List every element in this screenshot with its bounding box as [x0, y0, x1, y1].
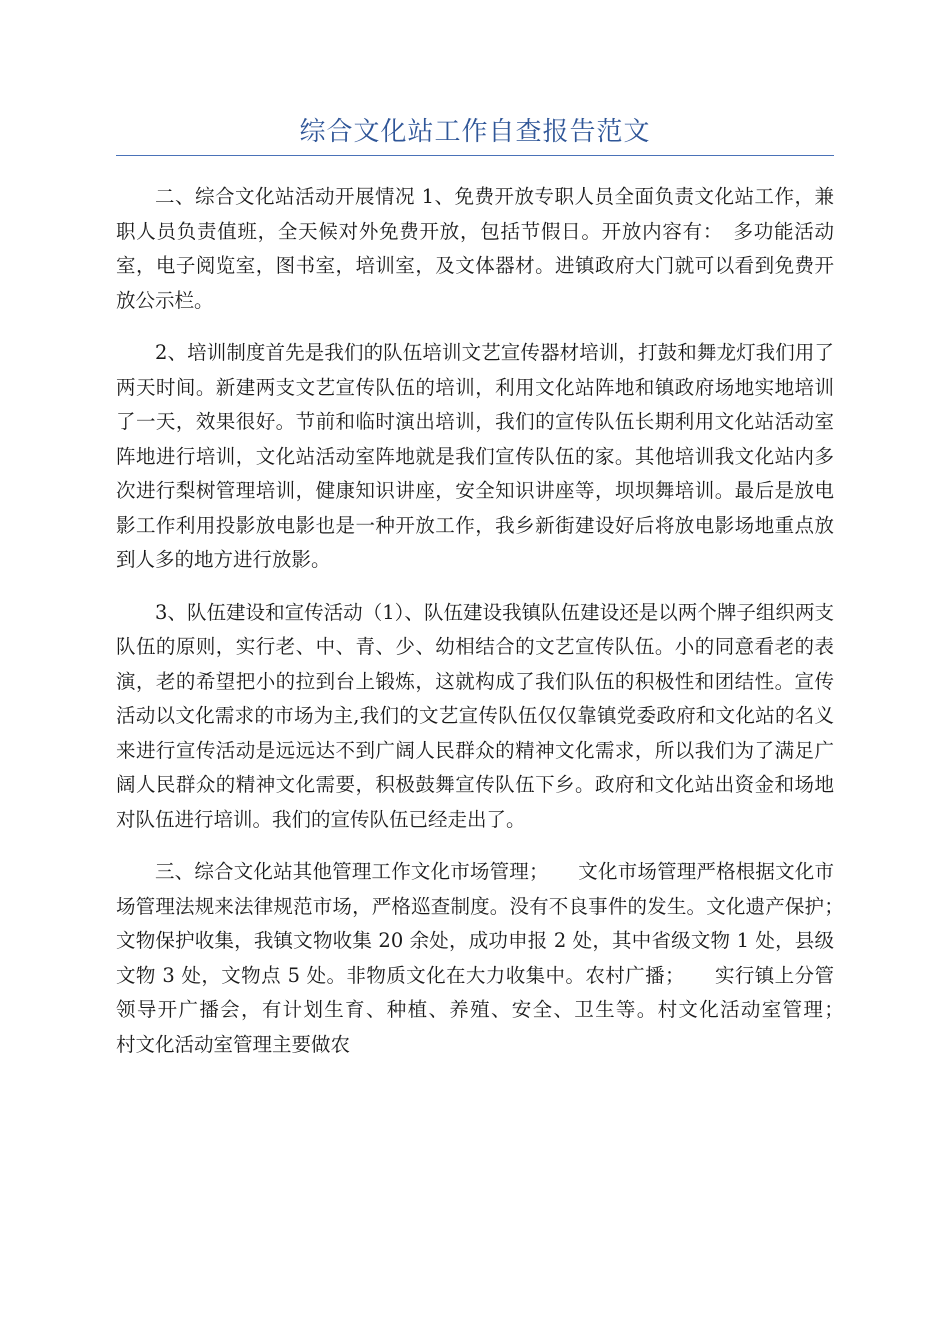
paragraph-2: 2、培训制度首先是我们的队伍培训文艺宣传器材培训，打鼓和舞龙灯我们用了两天时间。新建两支文艺宣传队伍的培训，利用文化站阵地和镇政府场地实地培训了一天，效果很好。节前和临时演出培训，我们的宣传队伍长期利用文化站活动室阵地进行培训，文化站活动室阵地就是我们宣传队伍的家。其他培训我文化站内多次进行梨树管理培训，健康知识讲座，安全知识讲座等，坝坝舞培训。最后是放电影工作利用投影放电影也是一种开放工作，我乡新街建设好后将放电影场地重点放到人多的地方进行放影。 [116, 341, 834, 571]
paragraph-3: 3、队伍建设和宣传活动（1）、队伍建设我镇队伍建设还是以两个牌子组织两支队伍的原则，实行老、中、青、少、幼相结合的文艺宣传队伍。小的同意看老的表演，老的希望把小的拉到台上锻炼，这就构成了我们队伍的积极性和团结性。宣传活动以文化需求的市场为主,我们的文艺宣传队伍仅仅靠镇党委政府和文化站的名义来进行宣传活动是远远达不到广阔人民群众的精神文化需求，所以我们为了满足广阔人民群众的精神文化需要，积极鼓舞宣传队伍下乡。政府和文化站出资金和场地对队伍进行培训。我们的宣传队伍已经走出了。 [116, 600, 834, 831]
document-title: 综合文化站工作自查报告范文 [299, 117, 651, 147]
document-body [116, 180, 874, 1080]
paragraph-4: 三、综合文化站其他管理工作文化市场管理； 文化市场管理严格根据文化市场管理法规来法律规范市场，严格巡查制度。没有不良事件的发生。文化遗产保护； 文物保护收集，我镇文物收集 20 余处，成功申报 2 处，其中省级文物 1 处，县级文物 3 处，文物点 5 处。非物质文化在大力收集中。农村广播； 实行镇上分管领导开广播会，有计划生育、种植、养殖、安全、卫生等。村文化活动室管理； 村文化活动室管理主要做农 [116, 860, 874, 1056]
title-underline [116, 155, 834, 156]
paragraph-1: 二、综合文化站活动开展情况 1、免费开放专职人员全面负责文化站工作，兼职人员负责值班，全天候对外免费开放，包括节假日。开放内容有： 多功能活动室，电子阅览室，图书室，培训室，及文体器材。进镇政府大门就可以看到免费开放公示栏。 [116, 185, 834, 312]
